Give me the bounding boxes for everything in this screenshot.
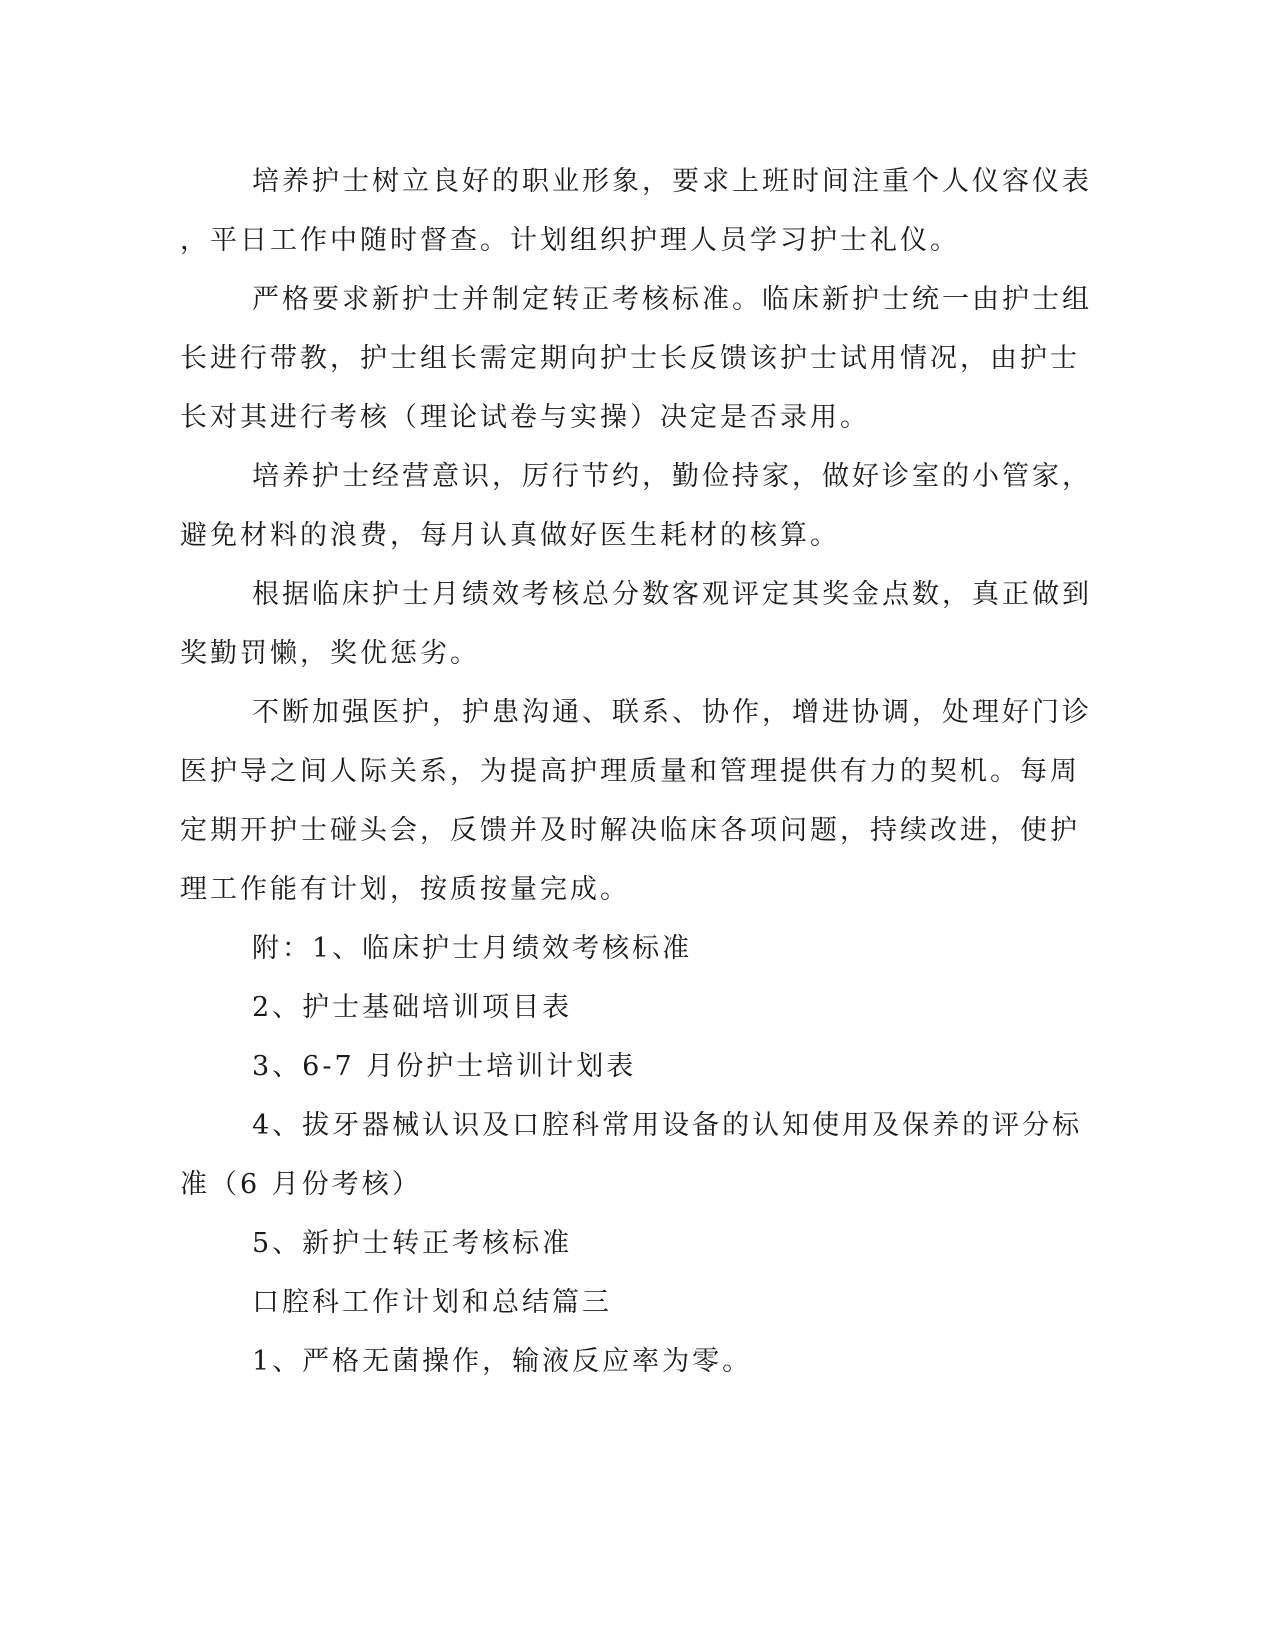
section-heading: 口腔科工作计划和总结篇三 — [252, 1287, 612, 1318]
document-body — [180, 152, 1092, 1391]
appendix-title-line: 附：1、临床护士月绩效考核标准 — [252, 933, 693, 964]
text-line: 避免材料的浪费，每月认真做好医生耗材的核算。 — [180, 520, 840, 551]
text-line: 长进行带教，护士组长需定期向护士长反馈该护士试用情况，由护士 — [180, 343, 1080, 374]
text-line: ，平日工作中随时督查。计划组织护理人员学习护士礼仪。 — [180, 225, 960, 256]
text-line: 培养护士经营意识，厉行节约，勤俭持家，做好诊室的小管家， — [252, 461, 1092, 492]
appendix-item-continuation: 准（6 月份考核） — [180, 1169, 422, 1200]
text-line: 定期开护士碰头会，反馈并及时解决临床各项问题，持续改进，使护 — [180, 815, 1080, 846]
text-line: 培养护士树立良好的职业形象，要求上班时间注重个人仪容仪表 — [252, 166, 1092, 197]
text-line: 长对其进行考核（理论试卷与实操）决定是否录用。 — [180, 402, 870, 433]
numbered-item: 1、严格无菌操作，输液反应率为零。 — [252, 1346, 753, 1377]
text-line: 医护导之间人际关系，为提高护理质量和管理提供有力的契机。每周 — [180, 756, 1080, 787]
text-line: 根据临床护士月绩效考核总分数客观评定其奖金点数，真正做到 — [252, 579, 1092, 610]
appendix-item: 4、拔牙器械认识及口腔科常用设备的认知使用及保养的评分标 — [252, 1110, 1083, 1141]
text-line: 严格要求新护士并制定转正考核标准。临床新护士统一由护士组 — [252, 284, 1092, 315]
appendix-item: 2、护士基础培训项目表 — [252, 992, 573, 1023]
text-line: 不断加强医护，护患沟通、联系、协作，增进协调，处理好门诊 — [252, 697, 1092, 728]
text-line: 理工作能有计划，按质按量完成。 — [180, 874, 630, 905]
appendix-item: 5、新护士转正考核标准 — [252, 1228, 573, 1259]
appendix-item: 3、6-7 月份护士培训计划表 — [252, 1051, 637, 1082]
text-line: 奖勤罚懒，奖优惩劣。 — [180, 638, 480, 669]
